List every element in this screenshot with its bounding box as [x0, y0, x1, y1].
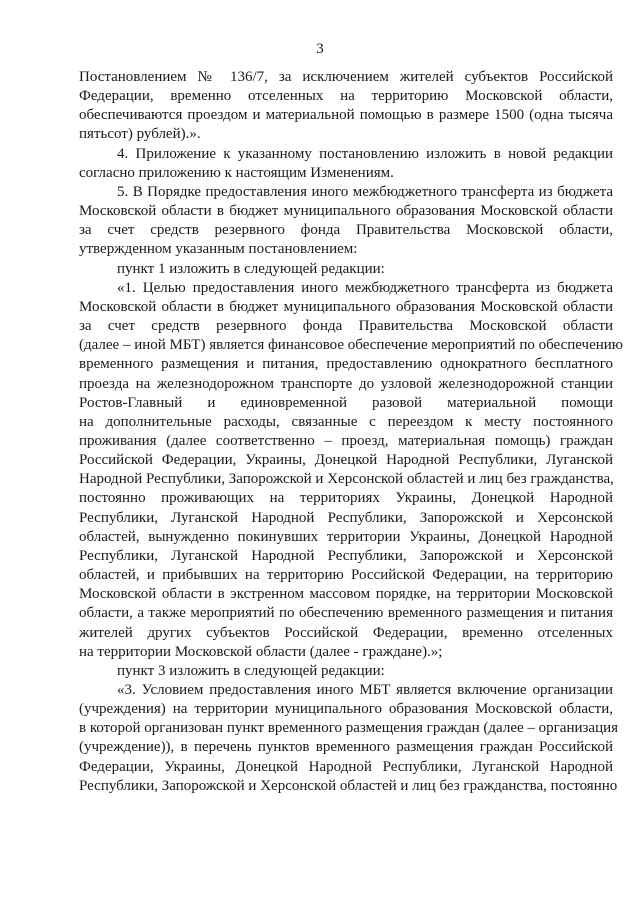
text-line: Республики, Луганской Народной Республики, Запорожской и Херсонской — [79, 509, 613, 526]
text-line: пункт 1 изложить в следующей редакции: — [117, 260, 385, 277]
paragraph — [79, 68, 613, 145]
text-line: постоянно проживающих на территориях Украины, Донецкой Народной — [79, 490, 613, 507]
text-line: Республики, Запорожской и Херсонской областей и лиц без гражданства, постоянно — [79, 777, 618, 794]
text-line: «1. Целью предоставления иного межбюджетного трансферта из бюджета — [117, 279, 613, 296]
text-line: за счет средств резервного фонда Правительства Московской области, — [79, 222, 613, 239]
text-line: «3. Условием предоставления иного МБТ является включение организации — [117, 682, 613, 698]
paragraph — [79, 279, 624, 662]
text-line: (учреждение)), в перечень пунктов временного размещения граждан Российской — [79, 739, 613, 756]
paragraph — [79, 145, 613, 183]
text-line: пункт 3 изложить в следующей редакции: — [117, 662, 385, 679]
text-line: Российской Федерации, Украины, Донецкой Народной Республики, Луганской — [79, 452, 613, 469]
text-line: Московской области в бюджет муниципального образования Московской области — [79, 298, 613, 315]
text-line: обеспечиваются проездом и материальной помощью в размере 1500 (одна тысяча — [79, 107, 613, 124]
text-line: областей, вынужденно покинувших территории Украины, Донецкой Народной — [79, 528, 613, 545]
text-line: за счет средств резервного фонда Правительства Московской области — [79, 318, 613, 335]
page-number: 3 — [316, 41, 324, 57]
text-line: проезда на железнодорожном транспорте до узловой железнодорожной станции — [79, 375, 613, 392]
text-line: Федерации, Украины, Донецкой Народной Республики, Луганской Народной — [79, 758, 613, 775]
text-line: временного размещения и питания, предоставлению однократного бесплатного — [79, 356, 613, 373]
paragraph — [79, 183, 613, 260]
text-line: Народной Республики, Запорожской и Херсонской областей и лиц без гражданства, — [79, 471, 614, 488]
text-line: пятьсот) рублей).». — [79, 126, 201, 143]
document-body — [79, 68, 624, 796]
text-line: Ростов-Главный и единовременной разовой материальной помощи — [79, 394, 613, 411]
text-line: (учреждения) на территории муниципального образования Московской области, — [79, 701, 613, 718]
text-line: в которой организован пункт временного размещения граждан (далее – организация — [79, 720, 619, 737]
text-line: на территории Московской области (далее - граждане).»; — [79, 643, 443, 660]
text-line: Московской области в бюджет муниципального образования Московской области — [79, 203, 613, 220]
text-line: (далее – иной МБТ) является финансовое обеспечение мероприятий по обеспечению — [79, 337, 624, 354]
text-line: 5. В Порядке предоставления иного межбюджетного трансферта из бюджета — [117, 183, 613, 200]
text-line: областей, и прибывших на территорию Российской Федерации, на территорию — [79, 567, 613, 584]
text-line: области, а также мероприятий по обеспечению временного размещения и питания — [79, 605, 613, 622]
text-line: на дополнительные расходы, связанные с переездом к месту постоянного — [79, 413, 613, 430]
text-line: Федерации, временно отселенных на территорию Московской области, — [79, 88, 613, 105]
text-line: 4. Приложение к указанному постановлению изложить в новой редакции — [117, 145, 613, 162]
paragraph — [79, 681, 619, 796]
text-line: жителей других субъектов Российской Федерации, временно отселенных — [79, 624, 613, 641]
text-line: Постановлением № 136/7, за исключением жителей субъектов Российской — [79, 69, 613, 85]
text-line: Республики, Луганской Народной Республики, Запорожской и Херсонской — [79, 547, 613, 564]
text-line: утвержденном указанным постановлением: — [79, 241, 358, 258]
text-line: Московской области в экстренном массовом порядке, на территории Московской — [79, 586, 613, 603]
paragraph — [79, 260, 613, 279]
text-line: проживания (далее соответственно – проезд, материальная помощь) граждан — [79, 432, 613, 449]
text-line: согласно приложению к настоящим Изменениям. — [79, 164, 394, 181]
paragraph — [79, 662, 613, 681]
